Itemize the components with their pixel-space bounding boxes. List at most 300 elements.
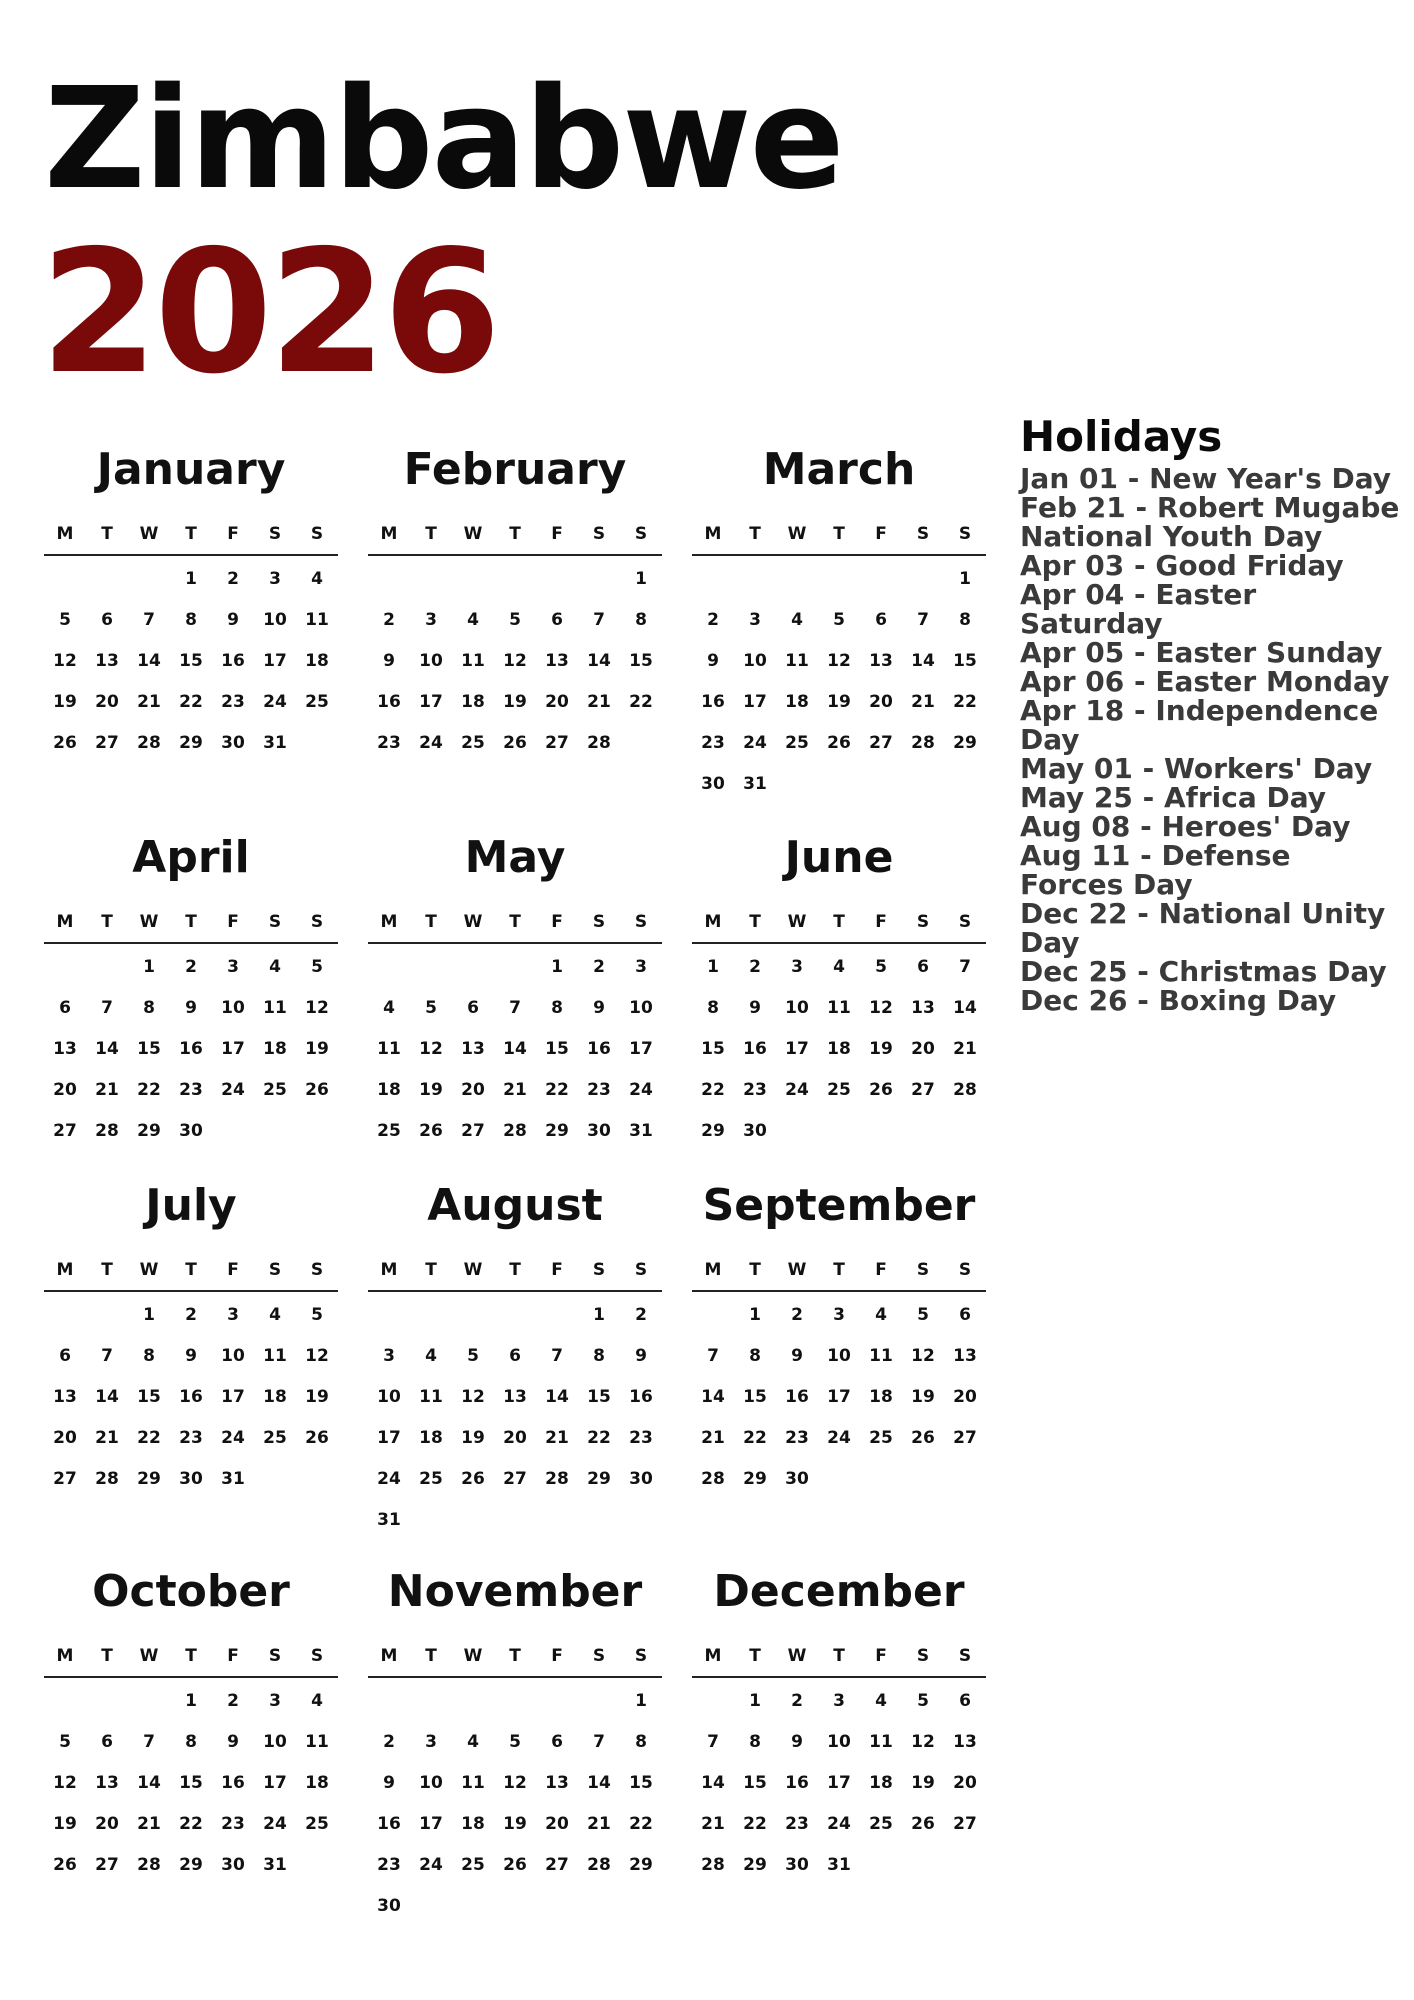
day-cell: 27 — [53, 1121, 77, 1141]
day-cell: 17 — [221, 1039, 245, 1059]
weekday-label: M — [380, 912, 398, 932]
day-cell: 10 — [827, 1346, 851, 1366]
holiday-item: Feb 21 - Robert Mugabe National Youth Day — [1020, 491, 1400, 554]
day-cell: 15 — [743, 1773, 767, 1793]
day-cell: 11 — [461, 1773, 485, 1793]
day-cell: 29 — [743, 1855, 767, 1875]
day-cell: 5 — [311, 1305, 323, 1325]
day-cell: 14 — [911, 651, 935, 671]
day-cell: 12 — [911, 1346, 935, 1366]
weekday-label: T — [101, 912, 113, 932]
day-cell: 12 — [827, 651, 851, 671]
day-cell: 11 — [305, 1732, 329, 1752]
day-cell: 13 — [53, 1387, 77, 1407]
month-november — [368, 1562, 662, 1927]
day-cell: 6 — [467, 998, 479, 1018]
day-cell: 17 — [827, 1387, 851, 1407]
day-cell: 2 — [635, 1305, 647, 1325]
month-name: September — [702, 1180, 976, 1231]
month-name: November — [387, 1566, 643, 1617]
weekday-label: S — [592, 1260, 606, 1280]
weekday-label: S — [634, 912, 648, 932]
month-april — [44, 828, 338, 1152]
day-cell: 15 — [179, 651, 203, 671]
empty-cell — [818, 559, 860, 600]
weekday-label: T — [749, 912, 761, 932]
day-cell: 21 — [587, 692, 611, 712]
day-cell: 19 — [503, 1814, 527, 1834]
month-december — [692, 1562, 986, 1886]
day-cell: 15 — [629, 1773, 653, 1793]
day-cell: 29 — [701, 1121, 725, 1141]
empty-cell — [410, 947, 452, 988]
day-grid — [44, 1681, 338, 1886]
holiday-item: Aug 08 - Heroes' Day — [1020, 810, 1351, 844]
day-cell: 9 — [791, 1732, 803, 1752]
weekday-header — [44, 1250, 338, 1292]
day-cell: 27 — [953, 1428, 977, 1448]
day-cell: 22 — [137, 1428, 161, 1448]
weekday-label: F — [875, 1260, 887, 1280]
weekday-label: W — [463, 1260, 483, 1280]
holiday-item: May 25 - Africa Day — [1020, 781, 1327, 815]
weekday-label: F — [227, 1646, 239, 1666]
day-cell: 13 — [461, 1039, 485, 1059]
day-cell: 3 — [269, 569, 281, 589]
day-cell: 20 — [461, 1080, 485, 1100]
day-cell: 7 — [101, 998, 113, 1018]
day-cell: 26 — [503, 1855, 527, 1875]
weekday-label: T — [425, 524, 437, 544]
weekday-label: T — [509, 912, 521, 932]
day-cell: 8 — [749, 1732, 761, 1752]
day-cell: 22 — [545, 1080, 569, 1100]
day-cell: 12 — [911, 1732, 935, 1752]
day-cell: 20 — [53, 1428, 77, 1448]
day-cell: 19 — [305, 1039, 329, 1059]
day-cell: 20 — [95, 1814, 119, 1834]
weekday-label: W — [787, 524, 807, 544]
day-cell: 14 — [587, 651, 611, 671]
weekday-label: W — [787, 1260, 807, 1280]
day-cell: 14 — [587, 1773, 611, 1793]
day-cell: 27 — [95, 733, 119, 753]
day-cell: 11 — [263, 1346, 287, 1366]
day-cell: 20 — [953, 1773, 977, 1793]
day-cell: 1 — [707, 957, 719, 977]
day-cell: 10 — [827, 1732, 851, 1752]
empty-cell — [734, 559, 776, 600]
day-cell: 3 — [383, 1346, 395, 1366]
day-cell: 25 — [785, 733, 809, 753]
day-cell: 18 — [869, 1773, 893, 1793]
weekday-header — [44, 902, 338, 944]
empty-cell — [44, 947, 86, 988]
day-cell: 25 — [827, 1080, 851, 1100]
weekday-label: T — [833, 1260, 845, 1280]
day-cell: 10 — [743, 651, 767, 671]
day-cell: 28 — [503, 1121, 527, 1141]
empty-cell — [44, 1295, 86, 1336]
day-cell: 7 — [593, 610, 605, 630]
day-cell: 16 — [785, 1773, 809, 1793]
day-cell: 9 — [593, 998, 605, 1018]
day-cell: 8 — [959, 610, 971, 630]
day-grid — [692, 1681, 986, 1886]
day-cell: 20 — [503, 1428, 527, 1448]
weekday-label: F — [875, 912, 887, 932]
weekday-header — [368, 1636, 662, 1678]
day-cell: 9 — [185, 1346, 197, 1366]
day-cell: 18 — [869, 1387, 893, 1407]
day-cell: 25 — [419, 1469, 443, 1489]
day-cell: 23 — [743, 1080, 767, 1100]
empty-cell — [452, 559, 494, 600]
empty-cell — [536, 1681, 578, 1722]
day-cell: 20 — [545, 692, 569, 712]
day-cell: 8 — [707, 998, 719, 1018]
day-cell: 21 — [701, 1428, 725, 1448]
holidays-title: Holidays — [1020, 412, 1223, 461]
weekday-label: F — [551, 524, 563, 544]
day-cell: 14 — [137, 1773, 161, 1793]
day-cell: 21 — [137, 1814, 161, 1834]
empty-cell — [368, 947, 410, 988]
weekday-label: W — [139, 1646, 159, 1666]
weekday-label: M — [56, 524, 74, 544]
day-cell: 23 — [785, 1428, 809, 1448]
day-cell: 22 — [629, 692, 653, 712]
day-cell: 19 — [53, 1814, 77, 1834]
day-cell: 29 — [179, 1855, 203, 1875]
month-name: May — [464, 832, 566, 883]
weekday-label: T — [185, 1260, 197, 1280]
weekday-label: T — [101, 1260, 113, 1280]
day-cell: 3 — [269, 1691, 281, 1711]
day-cell: 4 — [875, 1691, 887, 1711]
day-cell: 8 — [185, 1732, 197, 1752]
day-cell: 22 — [179, 1814, 203, 1834]
day-cell: 31 — [377, 1510, 401, 1530]
day-cell: 23 — [785, 1814, 809, 1834]
holiday-item: Aug 11 - Defense Forces Day — [1020, 839, 1291, 902]
weekday-header — [692, 514, 986, 556]
day-cell: 5 — [917, 1305, 929, 1325]
day-cell: 18 — [305, 1773, 329, 1793]
weekday-label: T — [101, 524, 113, 544]
day-cell: 11 — [263, 998, 287, 1018]
day-cell: 26 — [911, 1814, 935, 1834]
day-cell: 26 — [869, 1080, 893, 1100]
day-cell: 26 — [419, 1121, 443, 1141]
day-cell: 15 — [953, 651, 977, 671]
day-cell: 21 — [587, 1814, 611, 1834]
day-cell: 22 — [953, 692, 977, 712]
day-cell: 2 — [185, 957, 197, 977]
weekday-label: S — [310, 524, 324, 544]
weekday-label: T — [833, 912, 845, 932]
day-cell: 27 — [953, 1814, 977, 1834]
day-cell: 16 — [179, 1387, 203, 1407]
day-cell: 23 — [701, 733, 725, 753]
day-cell: 23 — [587, 1080, 611, 1100]
weekday-label: T — [749, 1646, 761, 1666]
day-cell: 24 — [827, 1428, 851, 1448]
day-cell: 6 — [101, 1732, 113, 1752]
day-cell: 15 — [587, 1387, 611, 1407]
weekday-header — [692, 902, 986, 944]
weekday-label: S — [268, 912, 282, 932]
empty-cell — [368, 559, 410, 600]
weekday-label: M — [56, 912, 74, 932]
month-name: April — [132, 832, 250, 883]
weekday-label: T — [509, 1260, 521, 1280]
month-name: August — [427, 1180, 603, 1231]
day-cell: 5 — [509, 610, 521, 630]
day-grid — [44, 1295, 338, 1500]
day-cell: 28 — [911, 733, 935, 753]
day-cell: 11 — [869, 1732, 893, 1752]
day-cell: 1 — [143, 1305, 155, 1325]
day-cell: 18 — [827, 1039, 851, 1059]
day-cell: 6 — [59, 1346, 71, 1366]
day-cell: 10 — [785, 998, 809, 1018]
weekday-label: M — [56, 1260, 74, 1280]
weekday-label: M — [704, 1646, 722, 1666]
weekday-label: F — [227, 912, 239, 932]
day-cell: 7 — [959, 957, 971, 977]
holiday-item: Jan 01 - New Year's Day — [1020, 462, 1392, 496]
day-cell: 22 — [629, 1814, 653, 1834]
day-cell: 23 — [221, 1814, 245, 1834]
day-cell: 17 — [377, 1428, 401, 1448]
weekday-label: S — [592, 1646, 606, 1666]
day-cell: 3 — [425, 610, 437, 630]
day-cell: 24 — [221, 1080, 245, 1100]
day-cell: 16 — [377, 1814, 401, 1834]
holiday-item: Dec 22 - National Unity Day — [1020, 897, 1386, 960]
day-cell: 13 — [545, 1773, 569, 1793]
day-cell: 7 — [917, 610, 929, 630]
day-cell: 25 — [263, 1428, 287, 1448]
day-cell: 23 — [377, 1855, 401, 1875]
day-cell: 29 — [743, 1469, 767, 1489]
weekday-label: T — [749, 1260, 761, 1280]
day-cell: 24 — [263, 1814, 287, 1834]
month-march — [692, 440, 986, 805]
day-cell: 30 — [587, 1121, 611, 1141]
month-july — [44, 1176, 338, 1500]
empty-cell — [692, 1295, 734, 1336]
day-cell: 11 — [377, 1039, 401, 1059]
day-cell: 9 — [635, 1346, 647, 1366]
day-cell: 4 — [467, 1732, 479, 1752]
day-cell: 17 — [743, 692, 767, 712]
day-cell: 4 — [425, 1346, 437, 1366]
day-cell: 15 — [137, 1039, 161, 1059]
day-cell: 26 — [305, 1080, 329, 1100]
day-cell: 6 — [959, 1305, 971, 1325]
day-cell: 26 — [503, 733, 527, 753]
month-october — [44, 1562, 338, 1886]
day-cell: 2 — [227, 1691, 239, 1711]
day-cell: 4 — [269, 1305, 281, 1325]
day-cell: 19 — [53, 692, 77, 712]
day-cell: 30 — [701, 774, 725, 794]
day-cell: 25 — [305, 692, 329, 712]
weekday-label: T — [833, 1646, 845, 1666]
day-cell: 26 — [911, 1428, 935, 1448]
day-cell: 16 — [701, 692, 725, 712]
weekday-label: W — [463, 524, 483, 544]
weekday-header — [692, 1250, 986, 1292]
day-cell: 1 — [551, 957, 563, 977]
day-cell: 6 — [959, 1691, 971, 1711]
day-cell: 14 — [953, 998, 977, 1018]
day-cell: 2 — [227, 569, 239, 589]
empty-cell — [86, 1295, 128, 1336]
empty-cell — [452, 1295, 494, 1336]
empty-cell — [902, 559, 944, 600]
day-cell: 24 — [419, 733, 443, 753]
day-cell: 10 — [263, 610, 287, 630]
day-cell: 26 — [305, 1428, 329, 1448]
weekday-label: S — [958, 1646, 972, 1666]
day-cell: 8 — [635, 610, 647, 630]
empty-cell — [452, 947, 494, 988]
empty-cell — [410, 1295, 452, 1336]
day-cell: 17 — [221, 1387, 245, 1407]
day-cell: 31 — [743, 774, 767, 794]
day-cell: 14 — [137, 651, 161, 671]
day-cell: 10 — [221, 1346, 245, 1366]
weekday-header — [368, 1250, 662, 1292]
weekday-label: W — [787, 912, 807, 932]
day-cell: 11 — [419, 1387, 443, 1407]
day-cell: 14 — [95, 1039, 119, 1059]
day-cell: 4 — [467, 610, 479, 630]
day-cell: 11 — [461, 651, 485, 671]
day-cell: 5 — [311, 957, 323, 977]
weekday-label: S — [310, 912, 324, 932]
empty-cell — [494, 559, 536, 600]
day-cell: 2 — [185, 1305, 197, 1325]
day-cell: 27 — [503, 1469, 527, 1489]
day-cell: 10 — [629, 998, 653, 1018]
day-cell: 28 — [587, 1855, 611, 1875]
day-cell: 23 — [629, 1428, 653, 1448]
day-cell: 3 — [227, 957, 239, 977]
day-cell: 5 — [425, 998, 437, 1018]
weekday-label: F — [227, 1260, 239, 1280]
day-cell: 8 — [143, 1346, 155, 1366]
weekday-label: T — [185, 1646, 197, 1666]
weekday-label: S — [268, 1260, 282, 1280]
holiday-item: Apr 03 - Good Friday — [1020, 549, 1344, 583]
day-cell: 6 — [917, 957, 929, 977]
day-cell: 16 — [785, 1387, 809, 1407]
month-name: October — [92, 1566, 290, 1617]
weekday-label: S — [916, 1260, 930, 1280]
weekday-label: T — [185, 524, 197, 544]
day-cell: 13 — [53, 1039, 77, 1059]
day-cell: 16 — [743, 1039, 767, 1059]
holidays-panel — [1020, 412, 1400, 1018]
day-cell: 10 — [221, 998, 245, 1018]
weekday-header — [368, 514, 662, 556]
empty-cell — [128, 559, 170, 600]
day-cell: 3 — [227, 1305, 239, 1325]
day-cell: 4 — [383, 998, 395, 1018]
day-cell: 27 — [461, 1121, 485, 1141]
day-cell: 28 — [545, 1469, 569, 1489]
empty-cell — [494, 1295, 536, 1336]
day-cell: 21 — [95, 1080, 119, 1100]
day-cell: 28 — [587, 733, 611, 753]
day-cell: 15 — [545, 1039, 569, 1059]
day-grid — [368, 559, 662, 764]
empty-cell — [86, 559, 128, 600]
weekday-label: M — [704, 912, 722, 932]
day-cell: 3 — [791, 957, 803, 977]
day-cell: 3 — [635, 957, 647, 977]
day-cell: 12 — [503, 1773, 527, 1793]
day-cell: 12 — [305, 998, 329, 1018]
month-september — [692, 1176, 986, 1500]
day-cell: 24 — [827, 1814, 851, 1834]
day-cell: 2 — [383, 610, 395, 630]
empty-cell — [692, 559, 734, 600]
day-cell: 8 — [593, 1346, 605, 1366]
day-cell: 19 — [911, 1387, 935, 1407]
day-cell: 7 — [509, 998, 521, 1018]
day-cell: 24 — [743, 733, 767, 753]
day-cell: 30 — [221, 1855, 245, 1875]
weekday-label: S — [958, 524, 972, 544]
day-cell: 16 — [221, 1773, 245, 1793]
day-cell: 4 — [269, 957, 281, 977]
day-cell: 12 — [503, 651, 527, 671]
month-june — [692, 828, 986, 1152]
day-cell: 2 — [791, 1305, 803, 1325]
day-cell: 26 — [53, 733, 77, 753]
day-cell: 25 — [461, 1855, 485, 1875]
day-cell: 6 — [551, 1732, 563, 1752]
day-cell: 13 — [869, 651, 893, 671]
day-cell: 9 — [791, 1346, 803, 1366]
empty-cell — [536, 559, 578, 600]
day-cell: 13 — [545, 651, 569, 671]
day-cell: 19 — [911, 1773, 935, 1793]
weekday-label: S — [958, 912, 972, 932]
day-cell: 12 — [53, 651, 77, 671]
weekday-label: S — [916, 912, 930, 932]
day-cell: 18 — [377, 1080, 401, 1100]
weekday-label: F — [551, 1260, 563, 1280]
empty-cell — [44, 559, 86, 600]
day-cell: 1 — [185, 569, 197, 589]
month-name: March — [762, 444, 916, 495]
day-cell: 18 — [305, 651, 329, 671]
weekday-label: W — [463, 1646, 483, 1666]
day-grid — [692, 1295, 986, 1500]
month-name: December — [713, 1566, 965, 1617]
day-cell: 29 — [587, 1469, 611, 1489]
weekday-label: M — [380, 524, 398, 544]
day-cell: 1 — [185, 1691, 197, 1711]
day-cell: 16 — [629, 1387, 653, 1407]
day-cell: 25 — [461, 733, 485, 753]
